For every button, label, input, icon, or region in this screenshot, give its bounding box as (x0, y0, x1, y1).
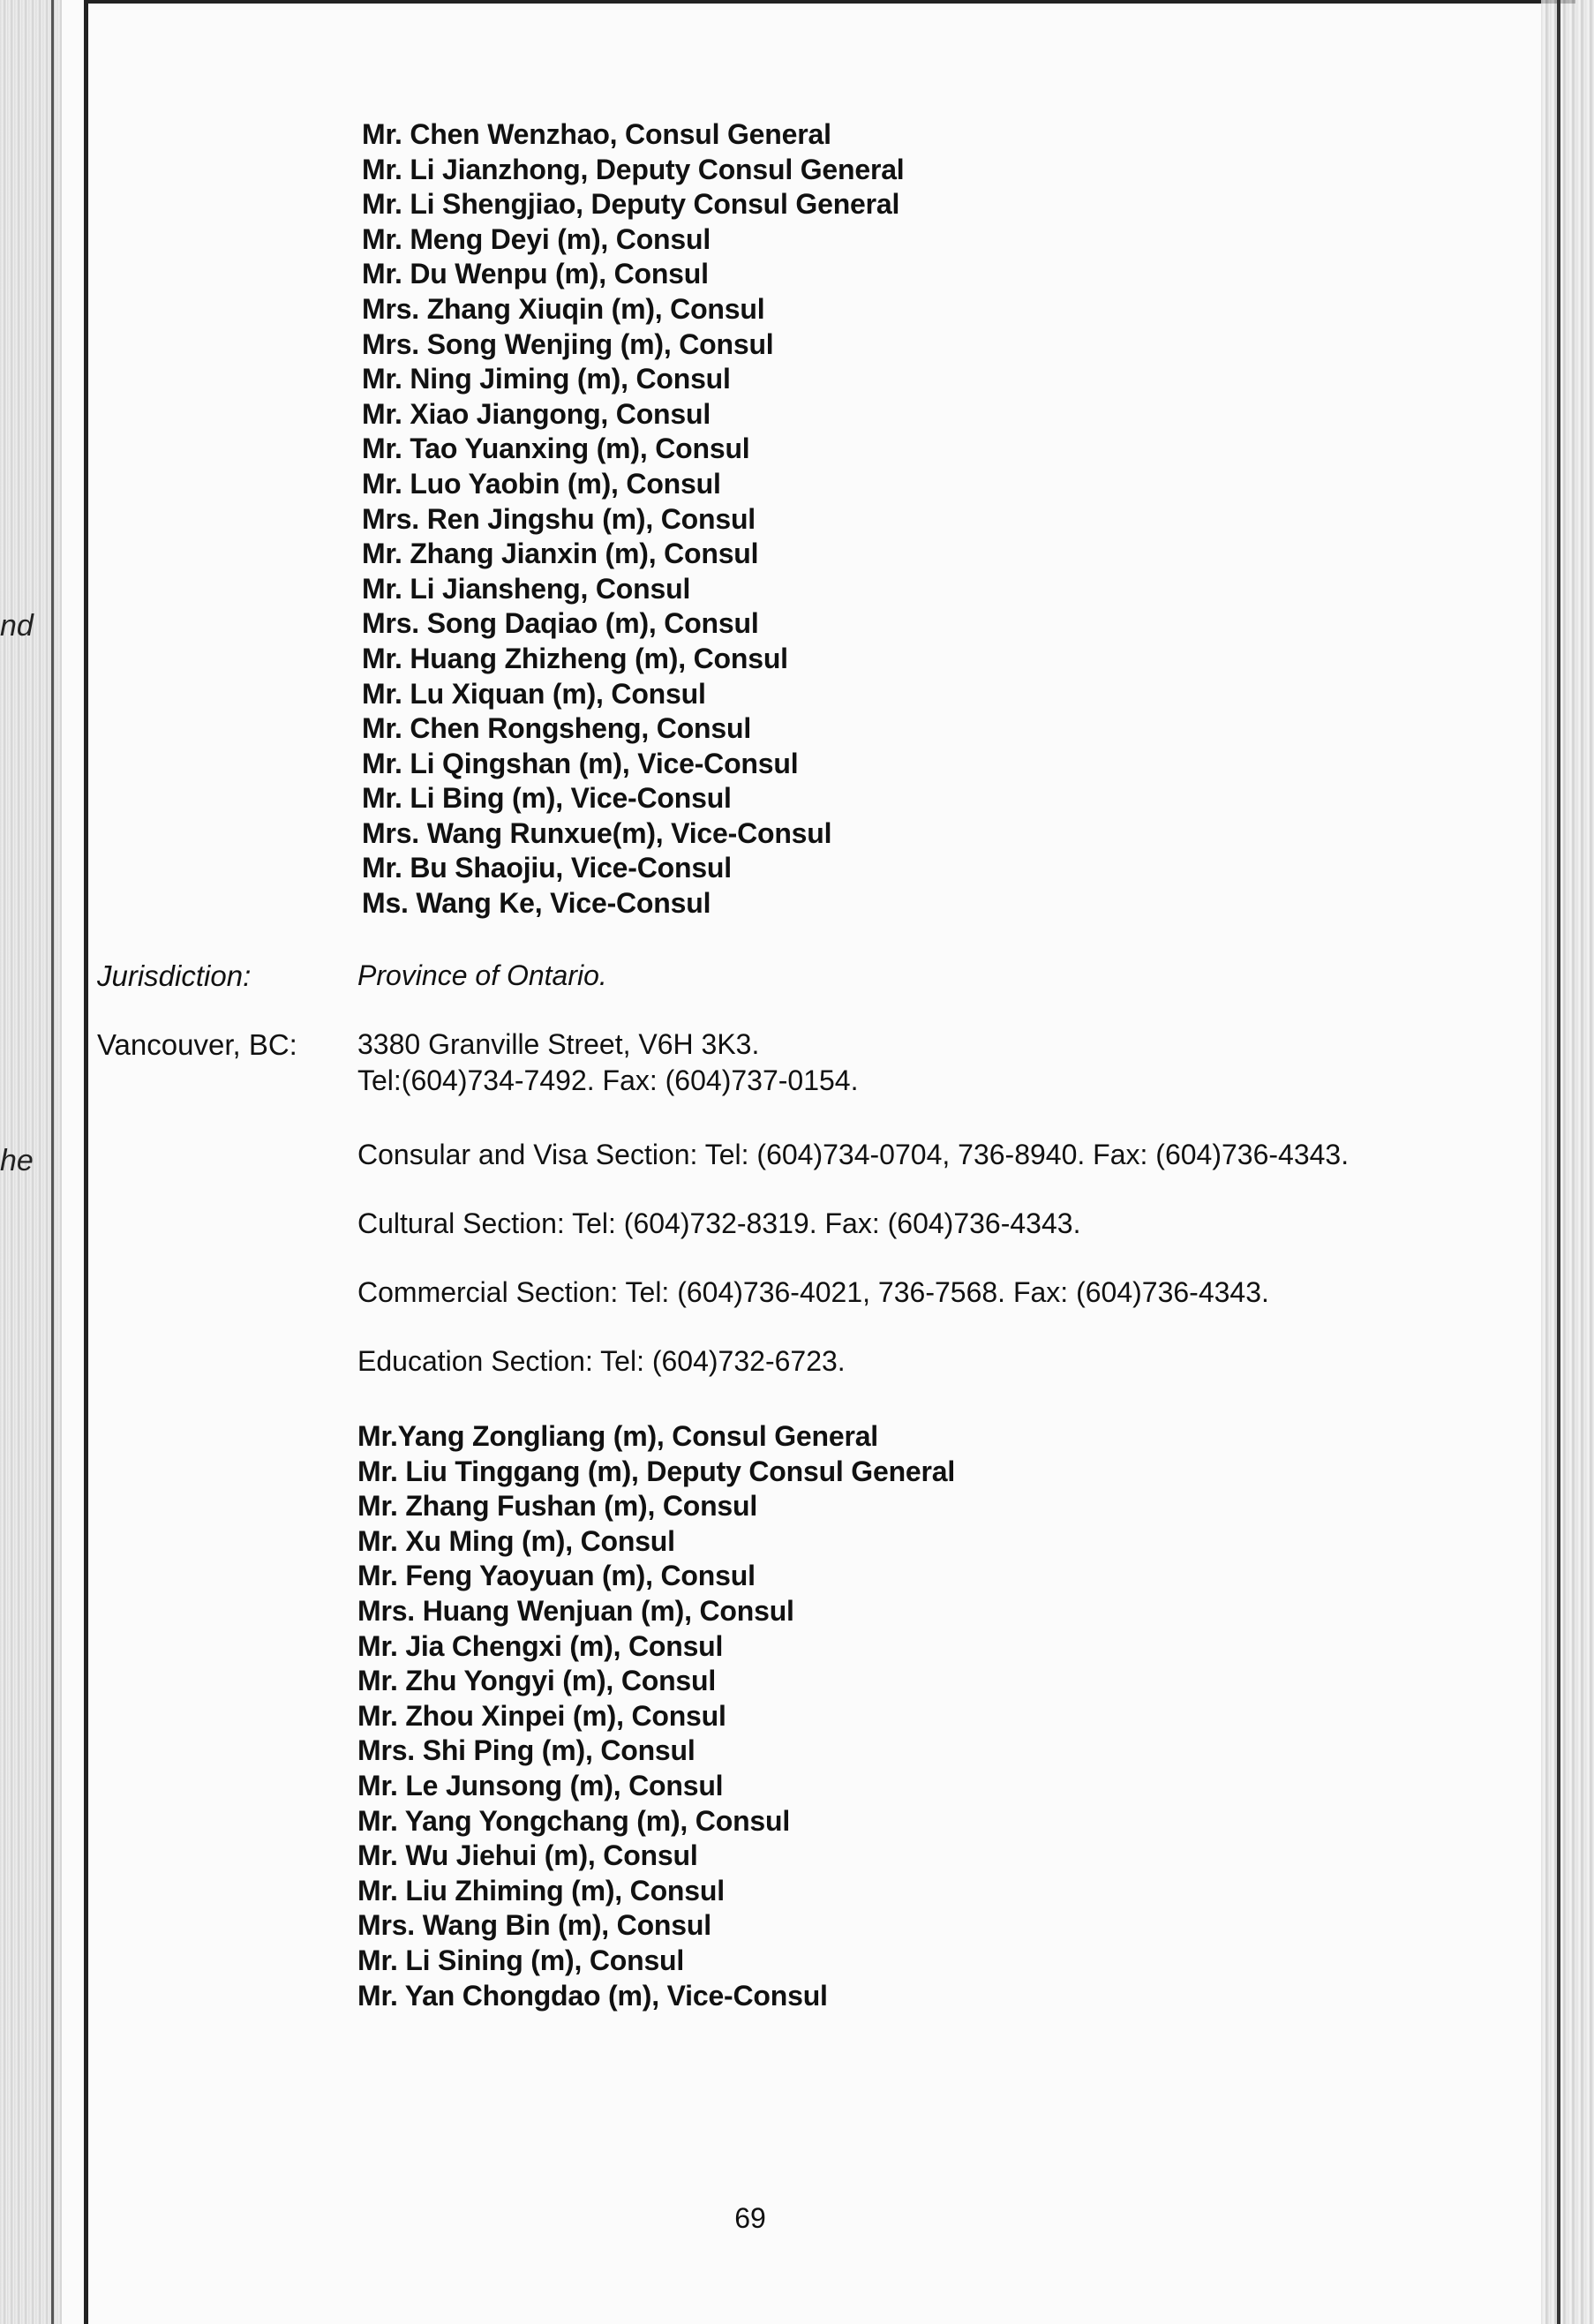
list-item: Mr. Li Sining (m), Consul (357, 1944, 685, 1976)
list-item: Mr. Yan Chongdao (m), Vice-Consul (357, 1979, 828, 2012)
list-item: Mrs. Shi Ping (m), Consul (357, 1734, 695, 1767)
list-item: Mrs. Wang Runxue(m), Vice-Consul (362, 816, 832, 849)
page-number: 69 (734, 2202, 766, 2234)
list-item: Mr. Li Qingshan (m), Vice-Consul (362, 747, 799, 779)
list-item: Mr. Liu Zhiming (m), Consul (357, 1874, 725, 1907)
commercial-section-line: Commercial Section: Tel: (604)736-4021, 736-7568. Fax: (604)736-4343. (357, 1276, 1269, 1308)
list-item: Mr. Meng Deyi (m), Consul (362, 222, 711, 255)
binding-edge-line (51, 0, 54, 2324)
scan-binding-right (1541, 0, 1594, 2324)
list-item: Mr. Zhou Xinpei (m), Consul (357, 1699, 726, 1732)
list-item: Mrs. Zhang Xiuqin (m), Consul (362, 292, 765, 325)
consular-section-line: Consular and Visa Section: Tel: (604)734-0704, 736-8940. Fax: (604)736-4343. (357, 1139, 1350, 1170)
list-item: Mr. Xiao Jiangong, Consul (362, 397, 711, 430)
margin-fragment: he (0, 1144, 34, 1177)
list-item: Mr. Chen Wenzhao, Consul General (362, 118, 831, 150)
list-item: Mr. Zhang Fushan (m), Consul (357, 1490, 758, 1523)
list-item: Mr. Lu Xiquan (m), Consul (362, 677, 706, 710)
list-item: Mr. Chen Rongsheng, Consul (362, 712, 752, 745)
list-item: Mr.Yang Zongliang (m), Consul General (357, 1420, 878, 1452)
list-item: Mr. Feng Yaoyuan (m), Consul (357, 1560, 756, 1592)
list-item: Mrs. Song Wenjing (m), Consul (362, 327, 774, 360)
consulate-location-label: Vancouver, BC: (97, 1028, 297, 1061)
list-item: Mr. Li Bing (m), Vice-Consul (362, 782, 732, 815)
list-item: Mrs. Wang Bin (m), Consul (357, 1909, 711, 1942)
list-item: Mr. Tao Yuanxing (m), Consul (362, 432, 750, 465)
page-border-top (84, 0, 1575, 4)
list-item: Mr. Li Jiansheng, Consul (362, 572, 691, 605)
education-section-line: Education Section: Tel: (604)732-6723. (357, 1345, 846, 1377)
list-item: Mr. Luo Yaobin (m), Consul (362, 467, 721, 500)
jurisdiction-label: Jurisdiction: (97, 959, 252, 992)
list-item: Ms. Wang Ke, Vice-Consul (362, 887, 711, 920)
list-item: Mr. Huang Zhizheng (m), Consul (362, 642, 788, 674)
list-item: Mr. Zhu Yongyi (m), Consul (357, 1665, 717, 1697)
address-line: 3380 Granville Street, V6H 3K3. (357, 1028, 760, 1060)
list-item: Mr. Li Jianzhong, Deputy Consul General (362, 153, 905, 185)
list-item: Mrs. Ren Jingshu (m), Consul (362, 502, 756, 535)
page-border-right (1557, 0, 1560, 2324)
list-item: Mr. Zhang Jianxin (m), Consul (362, 538, 759, 570)
list-item: Mrs. Song Daqiao (m), Consul (362, 607, 759, 640)
toronto-staff-list (362, 117, 905, 921)
list-item: Mr. Yang Yongchang (m), Consul (357, 1804, 791, 1837)
jurisdiction-value: Province of Ontario. (357, 959, 607, 991)
phone-line: Tel:(604)734-7492. Fax: (604)737-0154. (357, 1064, 859, 1096)
list-item: Mr. Xu Ming (m), Consul (357, 1524, 675, 1557)
margin-fragment: nd (0, 609, 34, 643)
list-item: Mr. Ning Jiming (m), Consul (362, 363, 731, 395)
list-item: Mrs. Huang Wenjuan (m), Consul (357, 1594, 794, 1627)
page-border-left (84, 0, 88, 2324)
cultural-section-line: Cultural Section: Tel: (604)732-8319. Fax: (604)736-4343. (357, 1207, 1081, 1239)
list-item: Mr. Li Shengjiao, Deputy Consul General (362, 188, 900, 221)
list-item: Mr. Bu Shaojiu, Vice-Consul (362, 852, 732, 884)
list-item: Mr. Liu Tinggang (m), Deputy Consul General (357, 1455, 956, 1487)
list-item: Mr. Jia Chengxi (m), Consul (357, 1629, 724, 1662)
list-item: Mr. Wu Jiehui (m), Consul (357, 1839, 698, 1872)
list-item: Mr. Du Wenpu (m), Consul (362, 258, 709, 290)
list-item: Mr. Le Junsong (m), Consul (357, 1769, 724, 1801)
vancouver-staff-list (357, 1419, 955, 2013)
